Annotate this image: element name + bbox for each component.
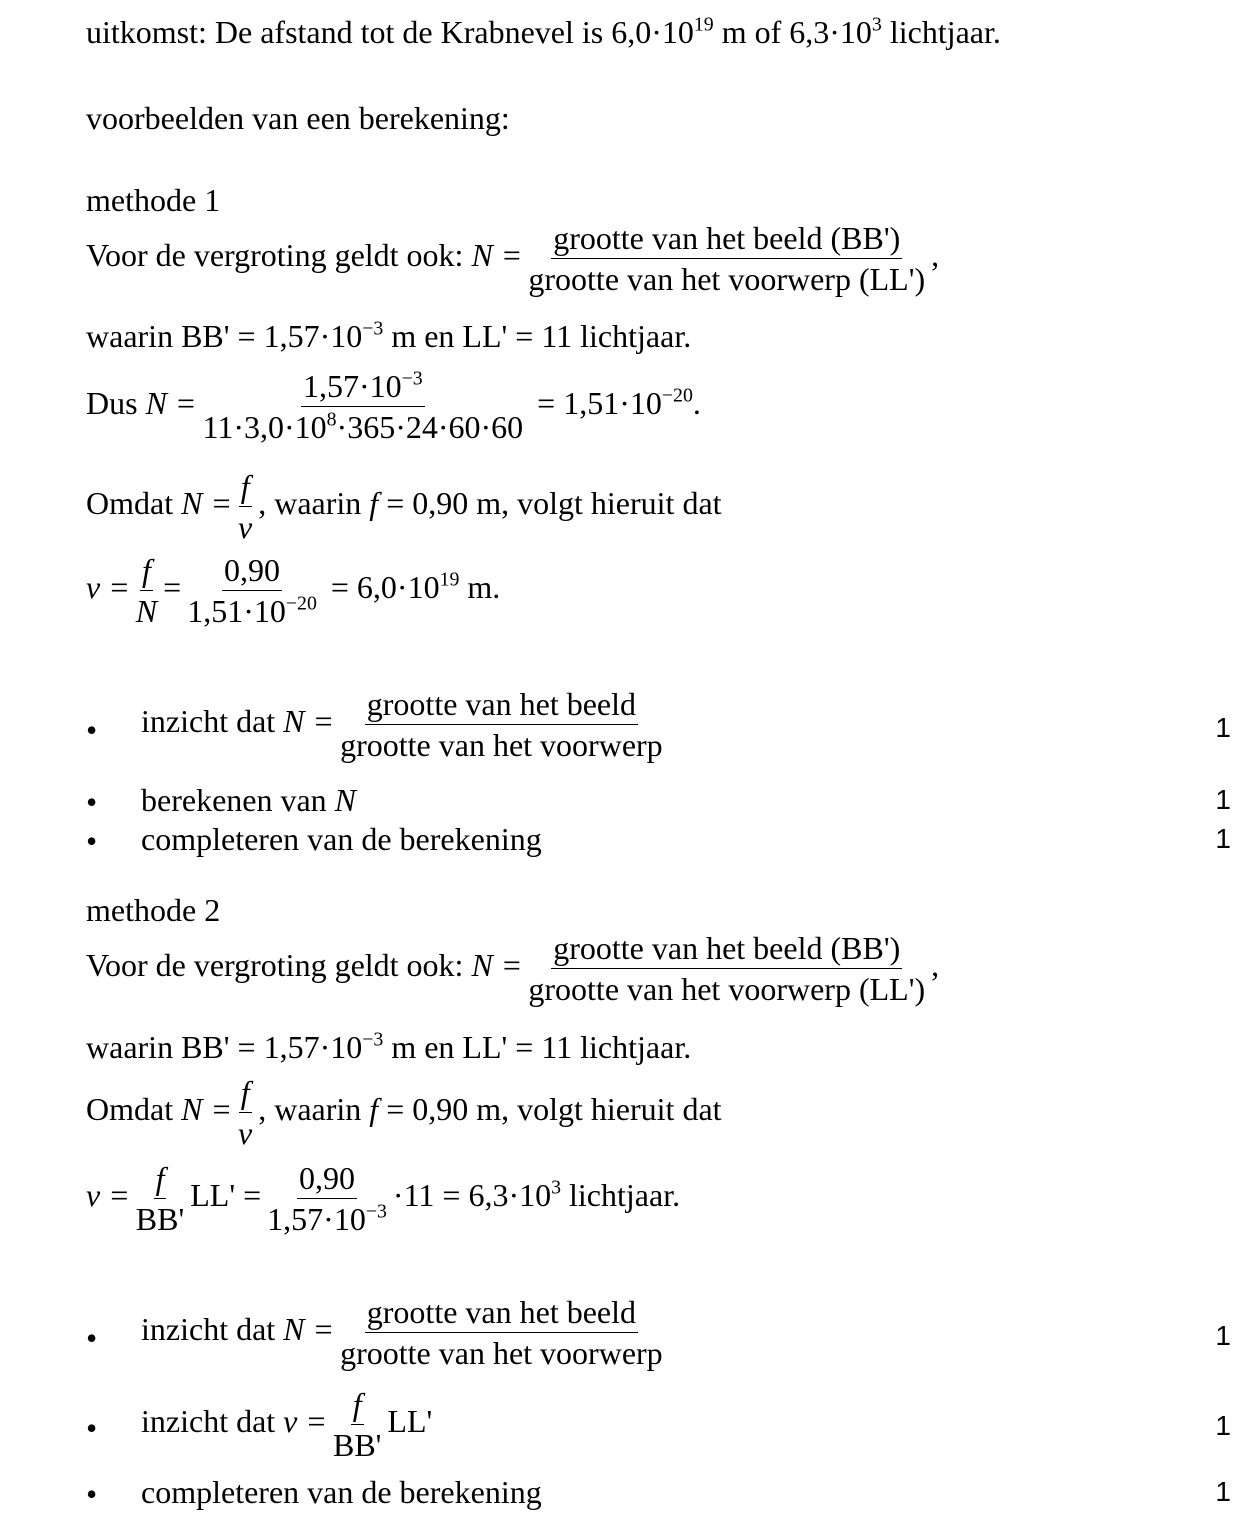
method1-line2 <box>86 317 692 354</box>
distance-m: 6,0·10 <box>611 14 694 50</box>
den-exp: −3 <box>365 1200 387 1223</box>
den-value: 1,57·10 <box>267 1201 366 1237</box>
comma: , <box>931 946 940 983</box>
score: 1 <box>1215 1320 1231 1351</box>
text: inzicht dat <box>141 1310 284 1347</box>
method1-line1 <box>86 222 939 295</box>
method1-bullet2 <box>141 784 356 816</box>
text: Dus <box>86 384 146 421</box>
var-f: f <box>369 484 379 521</box>
denominator <box>201 407 526 443</box>
numerator: f <box>140 554 153 591</box>
denominator: grootte van het voorwerp <box>340 1335 663 1371</box>
distance-ly: 6,3·10 <box>789 14 872 50</box>
fraction <box>201 367 526 445</box>
var-v: v = <box>86 568 130 605</box>
bullet: • <box>86 784 98 820</box>
bullet: • <box>86 712 98 748</box>
unit-m: m <box>713 14 747 50</box>
result: = 1,51·10 <box>529 384 662 421</box>
numerator: f <box>154 1162 167 1199</box>
distance-ly-exp: 3 <box>871 13 882 36</box>
method2-line1 <box>86 932 939 1005</box>
text: Voor de vergroting geldt ook: <box>86 946 472 983</box>
var-n: N = <box>283 702 335 739</box>
denominator: grootte van het voorwerp (LL') <box>528 261 926 297</box>
uitkomst-line <box>86 13 1001 50</box>
text: LL' = <box>190 1176 262 1213</box>
num-exp: −3 <box>401 367 423 390</box>
var-v: v = <box>283 1402 327 1439</box>
bullet: • <box>86 1476 98 1512</box>
fraction <box>331 1388 383 1461</box>
fraction <box>338 1296 665 1369</box>
fraction <box>236 470 254 543</box>
den-exp: −20 <box>285 592 317 615</box>
text: inzicht dat <box>141 1402 284 1439</box>
result: ·11 = 6,3·10 <box>392 1176 552 1213</box>
var-n: N = <box>471 236 523 273</box>
var-n: N = <box>283 1310 335 1347</box>
text: Omdat <box>86 1090 182 1127</box>
var-n: N <box>334 782 357 818</box>
method1-line4 <box>86 470 722 543</box>
text: waarin BB' = 1,57·10 <box>86 318 363 354</box>
numerator: f <box>351 1388 364 1425</box>
text: = 0,90 m, volgt hieruit dat <box>378 1090 722 1127</box>
bullet: • <box>86 1320 98 1356</box>
uitkomst-text: uitkomst: De afstand tot de Krabnevel is <box>86 14 612 50</box>
den-exp: 8 <box>326 408 337 431</box>
numerator: grootte van het beeld <box>365 688 638 725</box>
result-exp: −20 <box>661 384 693 407</box>
comma: , <box>931 236 940 273</box>
denominator: grootte van het voorwerp (LL') <box>528 971 926 1007</box>
numerator: grootte van het beeld <box>365 1296 638 1333</box>
intro-line: voorbeelden van een berekening: <box>86 100 510 136</box>
result-exp: 3 <box>551 1176 562 1199</box>
method1-title: methode 1 <box>86 182 221 218</box>
method2-line2 <box>86 1028 692 1065</box>
distance-m-exp: 19 <box>693 13 714 36</box>
text: , waarin <box>258 1090 370 1127</box>
var-n: N = <box>471 946 523 983</box>
var-n: N = <box>145 384 197 421</box>
result: = 6,0·10 <box>322 568 440 605</box>
denominator: N <box>135 593 158 629</box>
den-rest: ·365·24·60·60 <box>336 409 524 445</box>
numerator: f <box>239 470 252 507</box>
num-value: 1,57·10 <box>302 368 402 404</box>
fraction <box>134 554 159 627</box>
fraction <box>185 554 319 627</box>
text: LL' <box>387 1402 433 1439</box>
denominator <box>265 1199 389 1235</box>
of-text: of <box>746 14 790 50</box>
var-n: N = <box>181 1090 233 1127</box>
score: 1 <box>1215 1410 1231 1441</box>
fraction <box>265 1162 389 1235</box>
text: m en LL' = 11 lichtjaar. <box>383 1029 692 1065</box>
fraction <box>338 688 665 761</box>
score: 1 <box>1215 712 1231 743</box>
denominator: grootte van het voorwerp <box>340 727 663 763</box>
unit-ly: lichtjaar. <box>881 14 1001 50</box>
numerator: 0,90 <box>222 554 282 591</box>
text: m en LL' = 11 lichtjaar. <box>383 318 692 354</box>
var-f: f <box>369 1090 379 1127</box>
den-value: 11·3,0·10 <box>202 409 327 445</box>
score: 1 <box>1215 784 1231 815</box>
period: . <box>692 384 701 421</box>
score: 1 <box>1215 1476 1231 1507</box>
method2-line4 <box>86 1162 680 1235</box>
fraction <box>134 1162 186 1235</box>
unit: lichtjaar. <box>561 1176 681 1213</box>
var-n: N = <box>181 484 233 521</box>
numerator: grootte van het beeld (BB') <box>551 932 902 969</box>
fraction <box>526 222 927 295</box>
method1-bullet3: completeren van de berekening <box>141 821 542 857</box>
denominator: v <box>238 1115 253 1151</box>
equals: = <box>163 568 182 605</box>
exp: −3 <box>362 317 384 340</box>
method1-line5 <box>86 554 500 627</box>
text: Voor de vergroting geldt ook: <box>86 236 472 273</box>
text: Omdat <box>86 484 182 521</box>
method1-bullet1 <box>141 688 669 761</box>
denominator: BB' <box>332 1427 382 1463</box>
method2-line3 <box>86 1076 722 1149</box>
text: inzicht dat <box>141 702 284 739</box>
bullet: • <box>86 1410 98 1446</box>
text: berekenen van <box>141 782 335 818</box>
numerator: grootte van het beeld (BB') <box>551 222 902 259</box>
text: = 0,90 m, volgt hieruit dat <box>378 484 722 521</box>
denominator: v <box>238 509 253 545</box>
numerator: f <box>239 1076 252 1113</box>
score: 1 <box>1215 823 1231 854</box>
method2-title: methode 2 <box>86 892 221 928</box>
method1-line3 <box>86 367 701 445</box>
unit: m. <box>459 568 501 605</box>
numerator: 0,90 <box>297 1162 357 1199</box>
denominator <box>185 591 319 627</box>
text: , waarin <box>258 484 370 521</box>
method2-bullet3: completeren van de berekening <box>141 1474 542 1510</box>
text: waarin BB' = 1,57·10 <box>86 1029 363 1065</box>
den-value: 1,51·10 <box>187 593 286 629</box>
method2-bullet1 <box>141 1296 669 1369</box>
fraction <box>236 1076 254 1149</box>
fraction <box>526 932 927 1005</box>
bullet: • <box>86 823 98 859</box>
method2-bullet2 <box>141 1388 432 1461</box>
numerator <box>301 367 425 407</box>
var-v: v = <box>86 1176 130 1213</box>
denominator: BB' <box>135 1201 185 1237</box>
exp: −3 <box>362 1028 384 1051</box>
result-exp: 19 <box>439 568 460 591</box>
